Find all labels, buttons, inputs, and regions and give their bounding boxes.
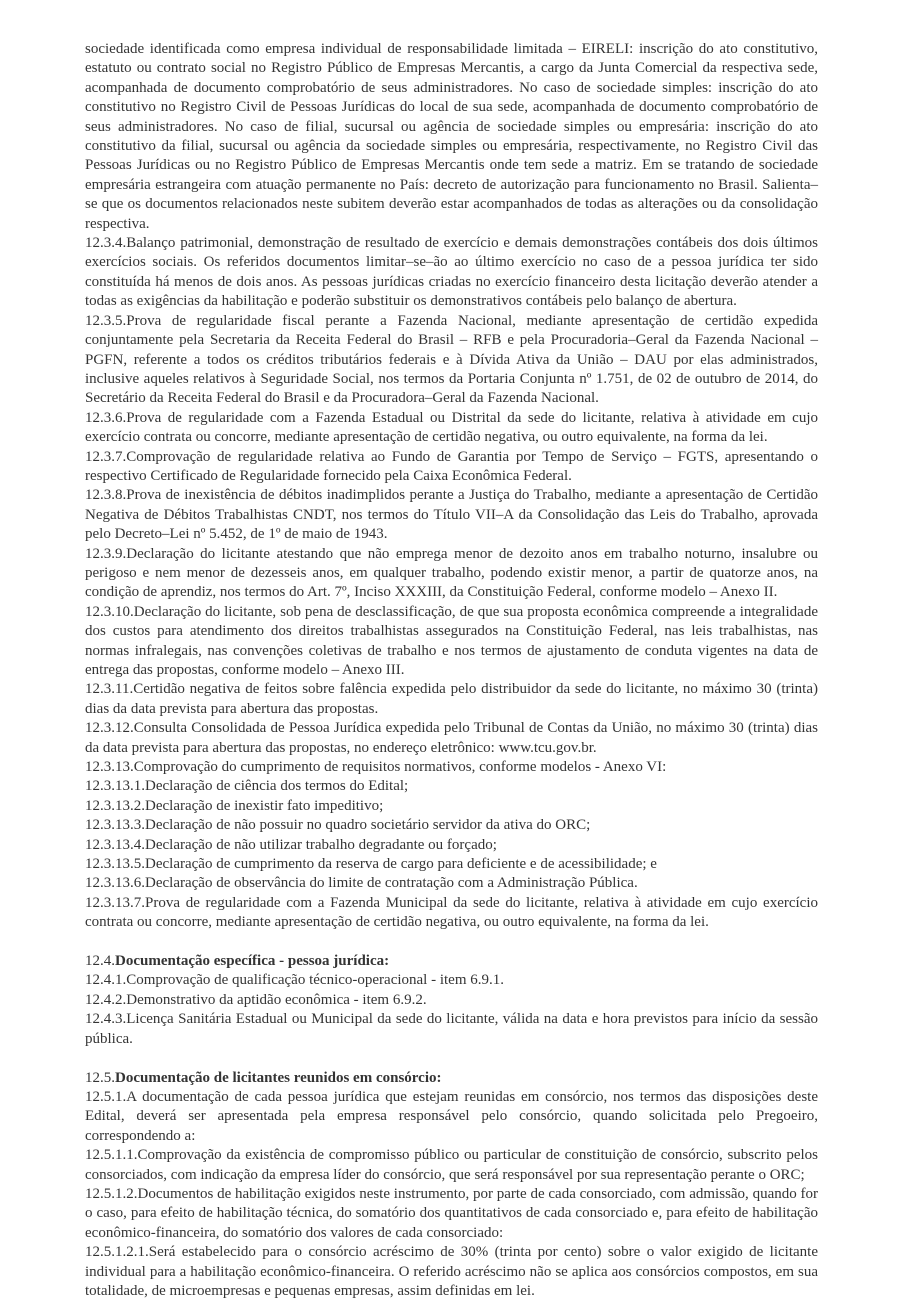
clause-paragraph	[85, 894, 818, 933]
clause-paragraph	[85, 1243, 818, 1301]
clause-number: 12.5.1.2.	[85, 1185, 138, 1202]
clause-number: 12.4.1.	[85, 972, 127, 989]
clause-number: 12.3.11.	[85, 681, 134, 698]
clause-number: 12.3.4.	[85, 235, 127, 252]
clause-paragraph	[85, 545, 818, 603]
clause-text: Comprovação de regularidade relativa ao Fundo de Garantia por Tempo de Serviço – FGTS, apresentando o respectivo Certificado de Regularidade fornecido pela Caixa Econômica Federal.	[85, 448, 818, 484]
clause-text: Prova de regularidade fiscal perante a Fazenda Nacional, mediante apresentação de certidão expedida conjuntamente pela Secretaria da Receita Federal do Brasil – RFB e pela Procuradoria–Geral da Fazenda Nacional – PGFN, referente a todos os créditos tributários federais e à Dívida Ativa da União – DAU por elas administrados, inclusive aqueles relativos à Seguridade Social, nos termos da Portaria Conjunta nº 1.751, de 02 de outubro de 2014, do Secretário da Receita Federal do Brasil e da Procuradora–Geral da Fazenda Nacional.	[85, 312, 818, 407]
clause-paragraph	[85, 777, 818, 796]
clause-text: Prova de regularidade com a Fazenda Estadual ou Distrital da sede do licitante, relativa à atividade em cujo exercício contrata ou concorre, mediante apresentação de certidão negativa, ou outro equivalente, na forma da lei.	[85, 409, 818, 446]
clause-number: 12.3.13.3.	[85, 817, 145, 834]
clause-paragraph	[85, 1010, 818, 1049]
clause-number: 12.3.9.	[85, 545, 127, 562]
clause-text: Declaração de ciência dos termos do Edital;	[145, 778, 409, 795]
clause-number: 12.3.13.5.	[85, 856, 145, 873]
clause-text: Licença Sanitária Estadual ou Municipal da sede do licitante, válida na data e hora previstos para início da sessão pública.	[85, 1011, 818, 1047]
clause-number: 12.3.13.2.	[85, 797, 145, 814]
clause-number: 12.3.13.6.	[85, 875, 145, 892]
clause-number: 12.3.10.	[85, 603, 134, 620]
clause-number: 12.5.1.1.	[85, 1147, 138, 1164]
clause-text: A documentação de cada pessoa jurídica que estejam reunidas em consórcio, nos termos das disposições deste Edital, deverá ser apresentada pela empresa responsável pelo consórcio, quando solicitada pelo Pregoeiro, correspondendo a:	[85, 1088, 818, 1144]
clause-paragraph	[85, 971, 818, 990]
clause-text: Consulta Consolidada de Pessoa Jurídica expedida pelo Tribunal de Contas da União, no máximo 30 (trinta) dias da data prevista para abertura das propostas, no endereço eletrônico: www.tcu.gov.br.	[85, 720, 818, 756]
clause-text: sociedade identificada como empresa individual de responsabilidade limitada – EIRELI: inscrição do ato constitutivo, estatuto ou contrato social no Registro Público de Empresas Mercantis, a cargo da Junta Comercial da respectiva sede, acompanhada de documento comprobatório de seus administradores. No caso de sociedade simples: inscrição do ato constitutivo no Registro Civil de Pessoas Jurídicas do local de sua sede, acompanhada de documento comprobatório de seus administradores. No caso de filial, sucursal ou agência de sociedade simples ou empresária: inscrição do ato constitutivo da filial, sucursal ou agência da sociedade simples ou empresária, respectivamente, no Registro Civil das Pessoas Jurídicas ou no Registro Público de Empresas Mercantis onde tem sede a matriz. Em se tratando de sociedade empresária estrangeira com atuação permanente no País: decreto de autorização para funcionamento no Brasil. Salienta–se que os documentos relacionados neste subitem deverão estar acompanhados de todas as alterações ou da consolidação respectiva.	[85, 41, 818, 232]
clause-number: 12.3.13.4.	[85, 836, 145, 853]
clause-paragraph	[85, 719, 818, 758]
clause-text: Documentos de habilitação exigidos neste instrumento, por parte de cada consorciado, com admissão, quando for o caso, para efeito de habilitação técnica, do somatório dos quantitativos de cada consorciado e, para efeito de habilitação econômico-financeira, do somatório dos valores de cada consorciado:	[85, 1185, 818, 1241]
clause-text: Prova de regularidade com a Fazenda Municipal da sede do licitante, relativa à atividade em cujo exercício contrata ou concorre, mediante apresentação de certidão negativa, ou outro equivalente, na forma da lei.	[85, 894, 818, 931]
clause-paragraph	[85, 234, 818, 312]
clause-text: Será estabelecido para o consórcio acréscimo de 30% (trinta por cento) sobre o valor exigido de licitante individual para a habilitação econômico-financeira. O referido acréscimo não se aplica aos consórcios compostos, em sua totalidade, de microempresas e pequenas empresas, assim definidas em lei.	[85, 1244, 818, 1299]
clause-paragraph	[85, 1088, 818, 1146]
clause-number: 12.3.8.	[85, 487, 127, 504]
clause-text: Declaração do licitante, sob pena de desclassificação, de que sua proposta econômica compreende a integralidade dos custos para atendimento dos direitos trabalhistas assegurados na Constituição Federal, nas leis trabalhistas, nas normas infralegais, nas convenções coletivas de trabalho e nos termos de ajustamento de conduta vigentes na data de entrega das propostas, conforme modelo – Anexo III.	[85, 603, 818, 678]
clause-number: 12.3.13.	[85, 759, 134, 776]
clause-paragraph	[85, 836, 818, 855]
clause-paragraph	[85, 758, 818, 777]
section-heading	[85, 1069, 818, 1088]
document-body	[85, 40, 818, 1301]
clause-paragraph	[85, 1185, 818, 1243]
clause-text: Declaração de não possuir no quadro societário servidor da ativa do ORC;	[145, 817, 591, 834]
clause-text: Comprovação de qualificação técnico-operacional - item 6.9.1.	[126, 972, 505, 989]
clause-number: 12.3.6.	[85, 409, 127, 426]
clause-number: 12.5.1.	[85, 1088, 127, 1105]
clause-paragraph	[85, 486, 818, 544]
clause-paragraph	[85, 855, 818, 874]
clause-number: 12.4.3.	[85, 1011, 127, 1028]
clause-paragraph	[85, 816, 818, 835]
clause-number: 12.3.13.1.	[85, 778, 145, 795]
clause-paragraph	[85, 680, 818, 719]
clause-number: 12.5.	[85, 1069, 115, 1086]
heading-text: Documentação específica - pessoa jurídica:	[115, 953, 390, 970]
clause-paragraph	[85, 448, 818, 487]
heading-text: Documentação de licitantes reunidos em consórcio:	[115, 1069, 442, 1086]
clause-text: Declaração de não utilizar trabalho degradante ou forçado;	[145, 836, 497, 853]
clause-paragraph	[85, 40, 818, 234]
clause-number: 12.3.5.	[85, 312, 127, 329]
clause-paragraph	[85, 1146, 818, 1185]
clause-text: Certidão negativa de feitos sobre falência expedida pelo distribuidor da sede do licitante, no máximo 30 (trinta) dias da data prevista para abertura das propostas.	[85, 681, 818, 717]
clause-paragraph	[85, 603, 818, 681]
clause-number: 12.4.2.	[85, 991, 127, 1008]
clause-text: Declaração do licitante atestando que não emprega menor de dezoito anos em trabalho noturno, insalubre ou perigoso e nem menor de dezesseis anos, em qualquer trabalho, podendo existir menor, a partir de quatorze anos, na condição de aprendiz, nos termos do Art. 7º, Inciso XXXIII, da Constituição Federal, conforme modelo – Anexo II.	[85, 545, 818, 601]
clause-paragraph	[85, 797, 818, 816]
clause-number: 12.3.13.7.	[85, 894, 145, 911]
clause-paragraph	[85, 312, 818, 409]
clause-text: Demonstrativo da aptidão econômica - item 6.9.2.	[126, 991, 427, 1008]
clause-text: Balanço patrimonial, demonstração de resultado de exercício e demais demonstrações contábeis dos dois últimos exercícios sociais. Os referidos documentos limitar–se–ão ao último exercício no caso de a pessoa jurídica ter sido constituída há menos de dois anos. As pessoas jurídicas criadas no exercício financeiro desta licitação deverão atender a todas as exigências da habilitação e poderão substituir os demonstrativos contábeis pelo balanço de abertura.	[85, 235, 818, 310]
clause-number: 12.3.7.	[85, 448, 127, 465]
clause-text: Declaração de observância do limite de contratação com a Administração Pública.	[145, 875, 638, 892]
clause-number: 12.3.12.	[85, 720, 134, 737]
clause-paragraph	[85, 991, 818, 1010]
clause-text: Comprovação da existência de compromisso público ou particular de constituição de consórcio, subscrito pelos consorciados, com indicação da empresa líder do consórcio, que será responsável por sua representação perante o ORC;	[85, 1147, 818, 1183]
section-heading	[85, 952, 818, 971]
blank-line	[85, 1049, 818, 1068]
clause-text: Prova de inexistência de débitos inadimplidos perante a Justiça do Trabalho, mediante a apresentação de Certidão Negativa de Débitos Trabalhistas CNDT, nos termos do Título VII–A da Consolidação das Leis do Trabalho, aprovada pelo Decreto–Lei nº 5.452, de 1º de maio de 1943.	[85, 487, 818, 543]
clause-number: 12.5.1.2.1.	[85, 1244, 149, 1261]
clause-paragraph	[85, 874, 818, 893]
clause-paragraph	[85, 409, 818, 448]
clause-text: Comprovação do cumprimento de requisitos normativos, conforme modelos - Anexo VI:	[133, 759, 667, 776]
clause-text: Declaração de inexistir fato impeditivo;	[145, 797, 384, 814]
blank-line	[85, 933, 818, 952]
clause-number: 12.4.	[85, 953, 115, 970]
clause-text: Declaração de cumprimento da reserva de cargo para deficiente e de acessibilidade; e	[145, 856, 657, 873]
